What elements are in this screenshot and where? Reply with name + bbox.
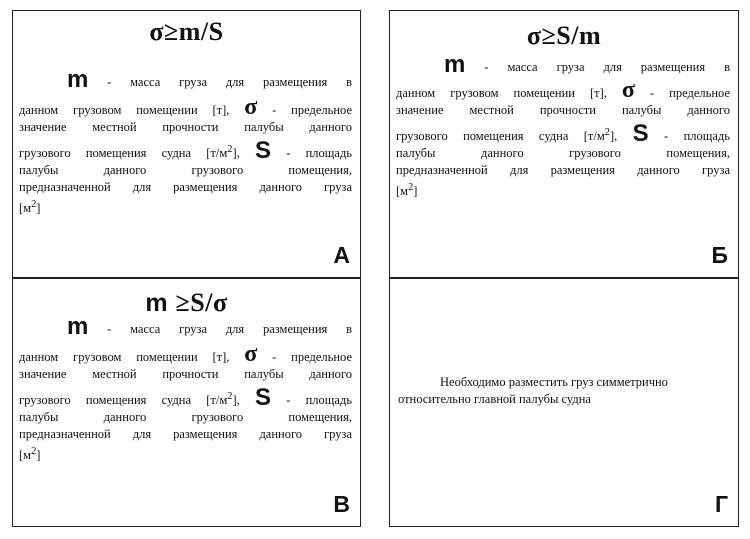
statement-text: Необходимо разместить груз симметрично относительно главной палубы судна [398, 375, 668, 406]
option-letter: А [333, 242, 350, 268]
formula: m ≥S/σ [145, 288, 228, 317]
definition-text: m - масса груза для размещения в данном грузовом помещении [т], σ - предельное значение местной прочности палубы данного грузового помещения судна $[т/м^2]$, S - площадь палубы данного грузового помещения, предназначенной для размещения данного груза $[м^2]$ [19, 66, 353, 216]
formula: σ≥m/S [149, 17, 224, 46]
option-card-c[interactable] [12, 278, 361, 527]
option-card-a[interactable] [12, 10, 361, 278]
option-letter: Г [714, 491, 728, 517]
definition-text: m - масса груза для размещения в данном грузовом помещении [т], σ - предельное значение местной прочности палубы данного грузового помещения судна $[т/м^2]$, S - площадь палубы данного грузового помещения, предназначенной для размещения данного груза $[м^2]$ [396, 51, 730, 199]
definition-text: m - масса груза для размещения в данном грузовом помещении [т], σ - предельное значение местной прочности палубы данного грузового помещения судна $[т/м^2]$, S - площадь палубы данного грузового помещения, предназначенной для размещения данного груза $[м^2]$ [19, 313, 353, 463]
option-card-d[interactable] [389, 278, 739, 527]
option-letter: Б [711, 242, 728, 268]
option-card-b[interactable] [389, 10, 739, 278]
formula: σ≥S/m [526, 21, 602, 50]
option-letter: В [333, 491, 350, 517]
